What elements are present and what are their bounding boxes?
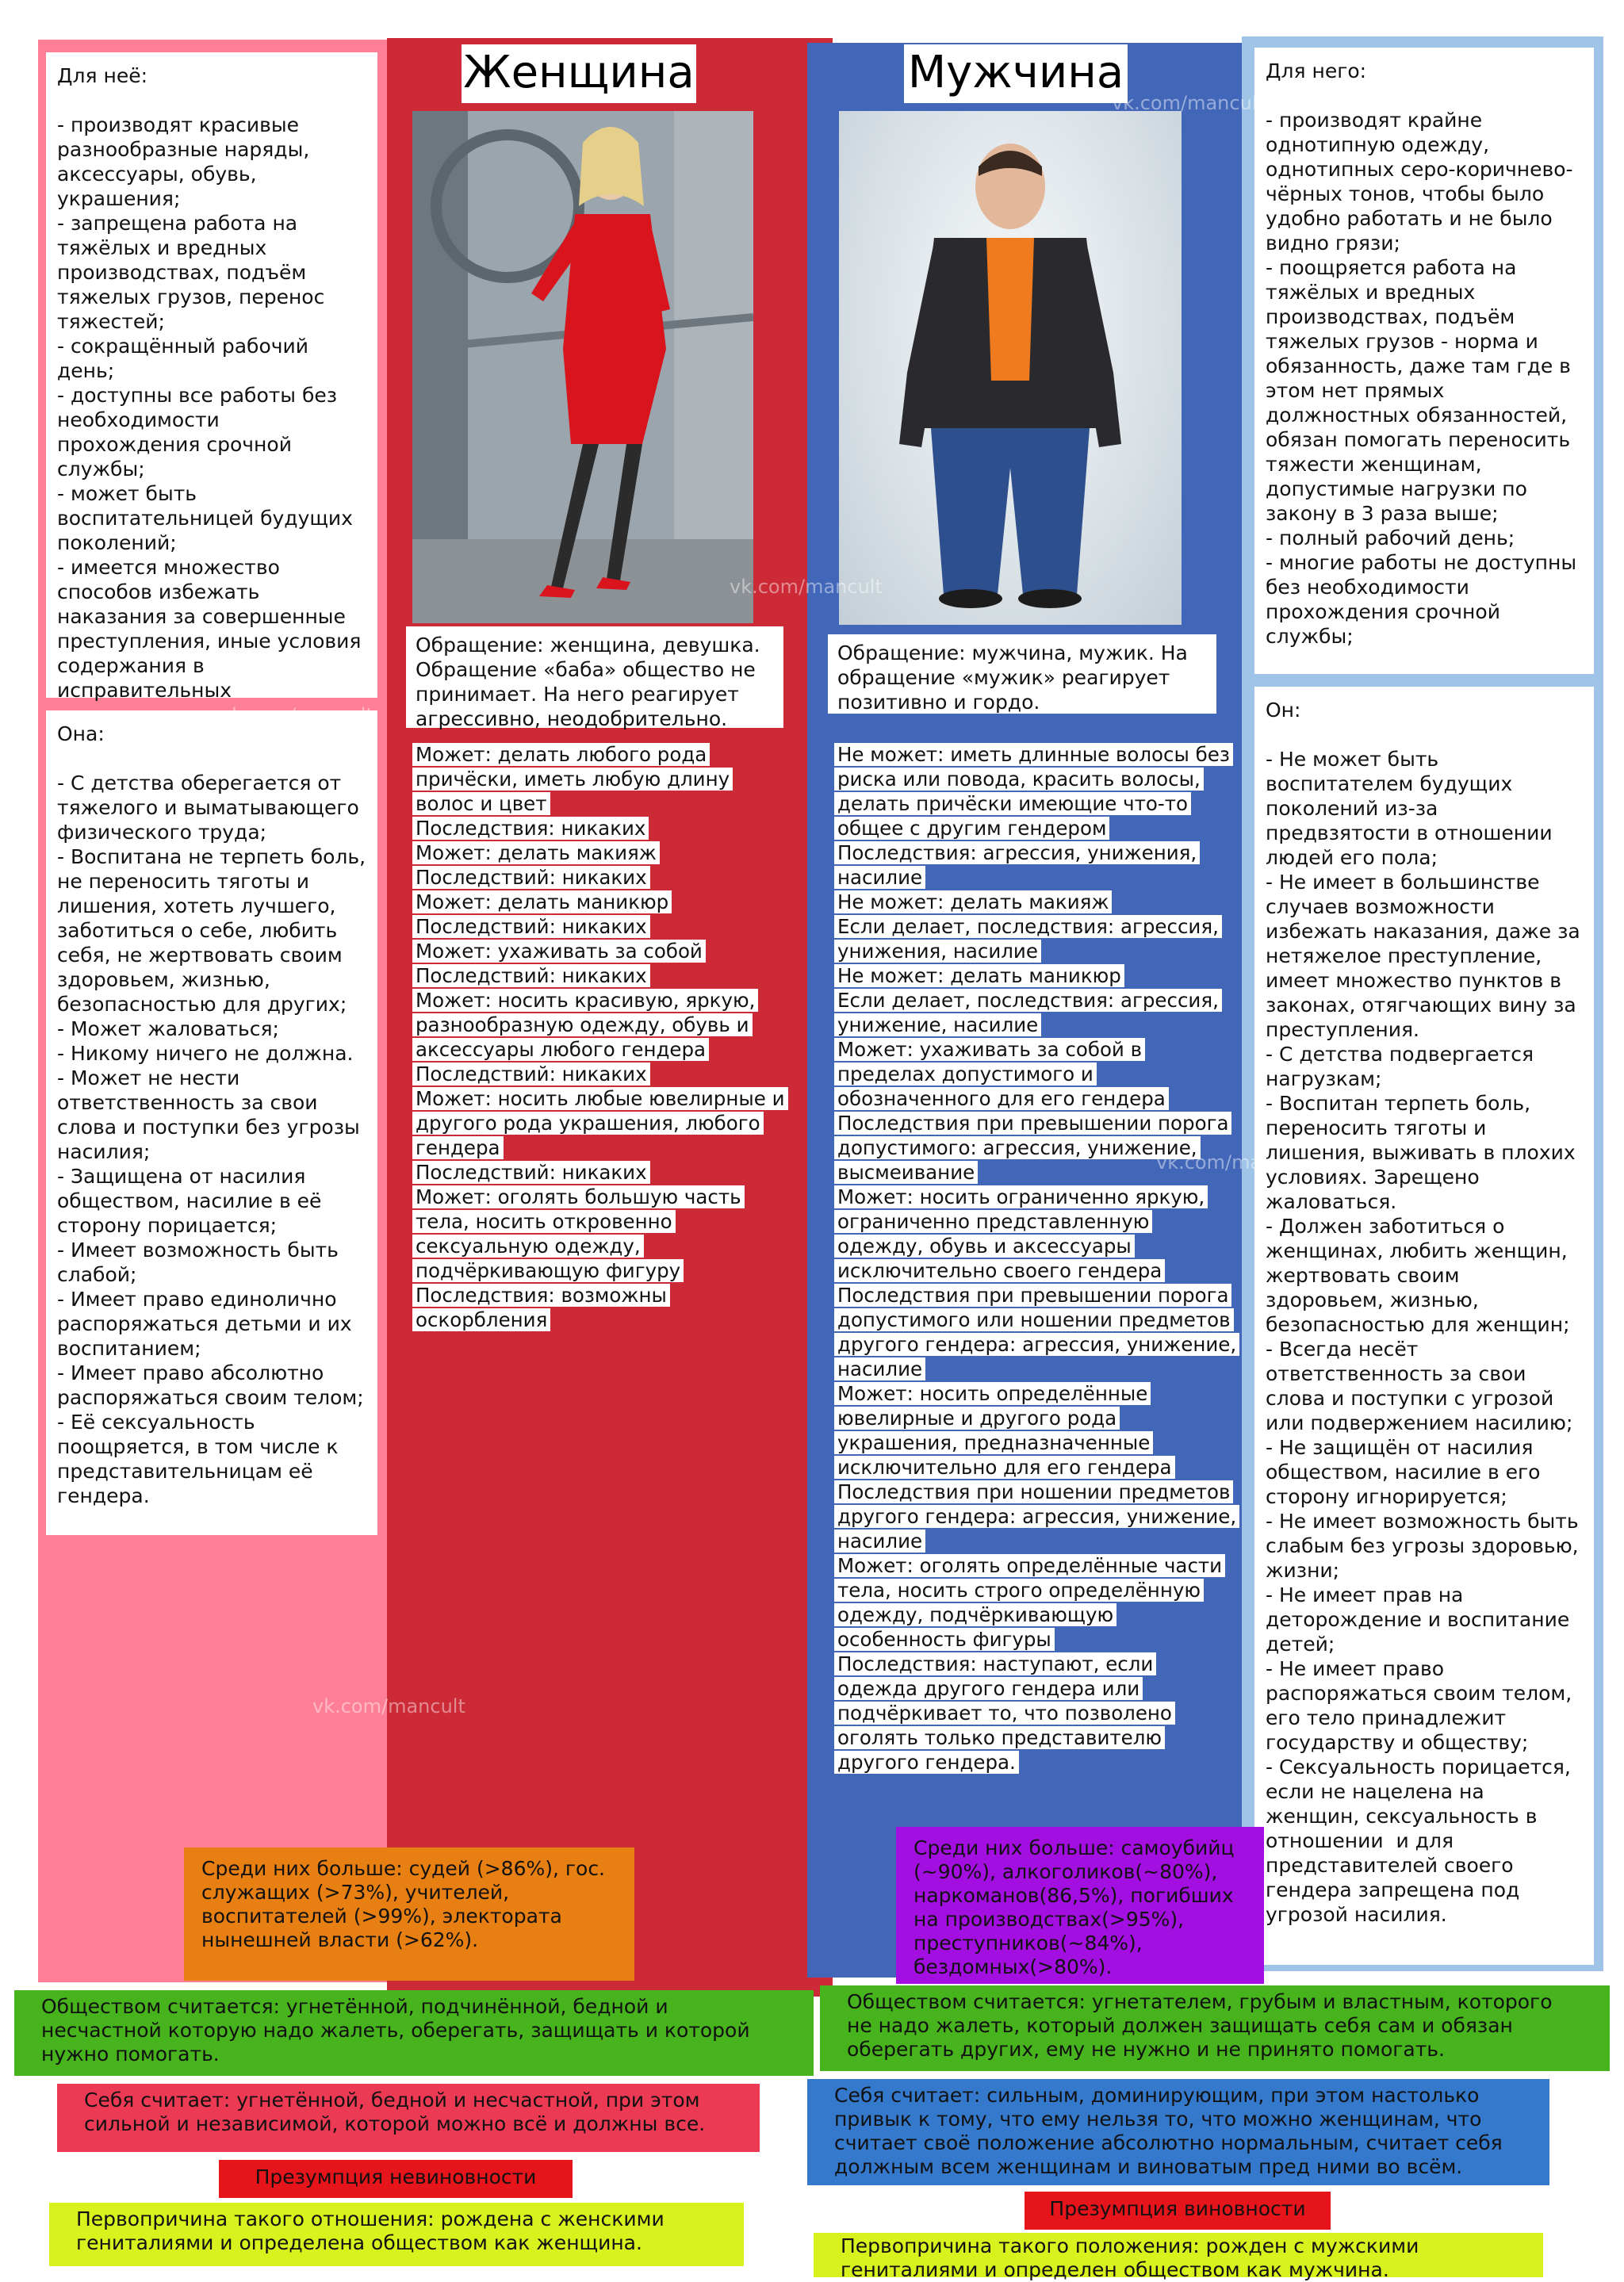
man-rule-line: Последствия: наступают, если одежда другого гендера или подчёркивает то, что позволено оголять только представителю другого гендера.	[834, 1652, 1239, 1775]
woman-rule-line: Может: делать макияж	[412, 840, 785, 865]
man-figure-illustration	[839, 111, 1182, 625]
root-cause-her: Первопричина такого отношения: рождена с женскими гениталиями и определена обществом как женщина.	[49, 2203, 744, 2266]
man-rule-line: Может: ухаживать за собой в пределах допустимого и обозначенного для его гендера	[834, 1037, 1239, 1111]
woman-rule-line: Последствий: никаких	[412, 1062, 785, 1086]
woman-figure-illustration	[412, 111, 753, 623]
society-view-her: Обществом считается: угнетённой, подчинённой, бедной и несчастной которую надо жалеть, оберегать, защищать и которой нужно помогать.	[14, 1990, 814, 2076]
man-rule-line: Последствия при превышении порога допустимого или ношении предметов другого гендера: агрессия, унижение, насилие	[834, 1283, 1239, 1381]
watermark: vk.com/mancult	[1112, 92, 1265, 114]
self-view-her: Себя считает: угнетённой, бедной и несчастной, при этом сильной и независимой, которой можно всё и должны все.	[57, 2084, 760, 2152]
man-rules-list	[834, 742, 1239, 1775]
watermark: vk.com/mancult	[730, 576, 883, 598]
woman-rule-line: Последствия: возможны оскорбления	[412, 1283, 785, 1332]
man-rule-line: Последствия при превышении порога допустимого: агрессия, унижение, высмеивание	[834, 1111, 1239, 1185]
for-him-panel: Для него: - производят крайне однотипную одежду, однотипных серо-коричнево-чёрных тонов, чтобы было удобно работать и не было видно грязи; - поощряется работа на тяжёлых и вредных производствах, подъём тяжелых грузов - норма и обязанность, даже там где в этом нет прямых должностных обязанностей, обязан помогать переносить тяжести женщинам, допустимые нагрузки по закону в 3 раза выше; - полный рабочий день; - многие работы не доступны без необходимости прохождения срочной службы;	[1254, 48, 1594, 674]
woman-rule-line: Может: делать маникюр	[412, 890, 785, 914]
woman-rule-line: Может: оголять большую часть тела, носить откровенно сексуальную одежду, подчёркивающую фигуру	[412, 1185, 785, 1283]
woman-rule-line: Последствий: никаких	[412, 865, 785, 890]
man-address-box: Обращение: мужчина, мужик. На обращение «мужик» реагирует позитивно и гордо.	[828, 634, 1216, 714]
man-rule-line: Последствия при ношении предметов другого гендера: агрессия, унижение, насилие	[834, 1480, 1239, 1553]
society-view-him: Обществом считается: угнетателем, грубым и властным, которого не надо жалеть, который должен защищать себя сам и обязан оберегать других, ему не нужно и не принято помогать.	[820, 1985, 1610, 2071]
for-her-panel: Для неё: - производят красивые разнообразные наряды, аксессуары, обувь, украшения; - запрещена работа на тяжёлых и вредных производствах, подъём тяжелых грузов, перенос тяжестей; - сокращённый рабочий день; - доступны все работы без необходимости прохождения срочной службы; - может быть воспитательницей будущих поколений; - имеется множество способов избежать наказания за совершенные преступления, иные условия содержания в исправительных	[46, 52, 377, 698]
man-title: Мужчина	[904, 44, 1128, 103]
watermark: vk.com/mancult	[312, 1695, 465, 1717]
man-rule-line: Может: носить определённые ювелирные и другого рода украшения, предназначенные исключительно для его гендера	[834, 1381, 1239, 1480]
watermark: vk.com/mancult	[220, 704, 373, 726]
her-stats-box: Среди них больше: судей (>86%), гос. служащих (>73%), учителей, воспитателей (>99%), электората нынешней власти (>62%).	[184, 1847, 634, 1981]
watermark: vk.com/mancult	[1156, 1151, 1309, 1174]
man-photo	[839, 111, 1182, 625]
woman-rule-line: Последствия: никаких	[412, 816, 785, 840]
woman-rules-list	[412, 742, 785, 1332]
woman-rule-line: Может: делать любого рода причёски, иметь любую длину волос и цвет	[412, 742, 785, 816]
presumption-guilt-badge: Презумпция виновности	[1025, 2192, 1331, 2230]
root-cause-him: Первопричина такого положения: рожден с мужскими гениталиями и определен обществом как мужчина.	[814, 2233, 1543, 2277]
woman-rule-line: Может: носить красивую, яркую, разнообразную одежду, обувь и аксессуары любого гендера	[412, 988, 785, 1062]
self-view-him: Себя считает: сильным, доминирующим, при этом настолько привык к тому, что ему нельзя то, что можно женщинам, что считает своё положение абсолютно нормальным, считает себя должным всем женщинам и виноватым пред ними во всём.	[807, 2079, 1549, 2185]
man-rule-line: Может: оголять определённые части тела, носить строго определённую одежду, подчёркивающую особенность фигуры	[834, 1553, 1239, 1652]
man-rule-line: Не может: делать макияж	[834, 890, 1239, 914]
woman-rule-line: Может: ухаживать за собой	[412, 939, 785, 963]
she-panel: Она: - С детства оберегается от тяжелого и выматывающего физического труда; - Воспитана не терпеть боль, не переносить тяготы и лишения, хотеть лучшего, заботиться о себе, любить себя, не жертвовать своим здоровьем, жизнью, безопасностью для других; - Может жаловаться; - Никому ничего не должна. - Может не нести ответственность за свои слова и поступки без угрозы насилия; - Защищена от насилия обществом, насилие в её сторону порицается; - Имеет возможность быть слабой; - Имеет право единолично распоряжаться детьми и их воспитанием; - Имеет право абсолютно распоряжаться своим телом; - Её сексуальность поощряется, в том числе к представительницам её гендера.	[46, 710, 377, 1535]
presumption-innocence-badge: Презумпция невиновности	[219, 2160, 573, 2198]
woman-photo	[412, 111, 753, 623]
his-stats-box: Среди них больше: самоубийц (~90%), алкоголиков(~80%), наркоманов(86,5%), погибших на производствах(>95%), преступников(~84%), бездомных(>80%).	[896, 1827, 1264, 1984]
man-rule-line: Может: носить ограниченно яркую, ограниченно представленную одежду, обувь и аксессуары исключительно своего гендера	[834, 1185, 1239, 1283]
woman-rule-line: Последствий: никаких	[412, 914, 785, 939]
he-panel: Он: - Не может быть воспитателем будущих поколений из-за предвзятости в отношении людей его пола; - Не имеет в большинстве случаев возможности избежать наказания, даже за нетяжелое преступление, имеет множество пунктов в законах, отягчающих вину за преступления. - С детства подвергается нагрузкам; - Воспитан терпеть боль, переносить тяготы и лишения, выживать в плохих условиях. Зарещено жаловаться. - Должен заботиться о женщинах, любить женщин, жертвовать своим здоровьем, жизнью, безопасностью для женщин; - Всегда несёт ответственность за свои слова и поступки с угрозой или подвержением насилию; - Не защищён от насилия обществом, насилие в его сторону игнорируется; - Не имеет возможность быть слабым без угрозы здоровью, жизни; - Не имеет прав на деторождение и воспитание детей; - Не имеет право распоряжаться своим телом, его тело принадлежит государству и обществу; - Сексуальность порицается, если не нацелена на женщин, сексуальность в отношении и для представителей своего гендера запрещена под угрозой насилия.	[1254, 687, 1594, 1965]
woman-rule-line: Последствий: никаких	[412, 963, 785, 988]
man-rule-line: Последствия: агрессия, унижения, насилие	[834, 840, 1239, 890]
man-rule-line: Не может: иметь длинные волосы без риска или повода, красить волосы, делать причёски имеющие что-то общее с другим гендером	[834, 742, 1239, 840]
man-rule-line: Если делает, последствия: агрессия, унижение, насилие	[834, 988, 1239, 1037]
woman-title: Женщина	[462, 44, 696, 103]
man-rule-line: Не может: делать маникюр	[834, 963, 1239, 988]
woman-rule-line: Последствий: никаких	[412, 1160, 785, 1185]
woman-address-box: Обращение: женщина, девушка. Обращение «баба» общество не принимает. На него реагирует агрессивно, неодобрительно.	[406, 626, 783, 728]
woman-rule-line: Может: носить любые ювелирные и другого рода украшения, любого гендера	[412, 1086, 785, 1160]
man-rule-line: Если делает, последствия: агрессия, унижения, насилие	[834, 914, 1239, 963]
